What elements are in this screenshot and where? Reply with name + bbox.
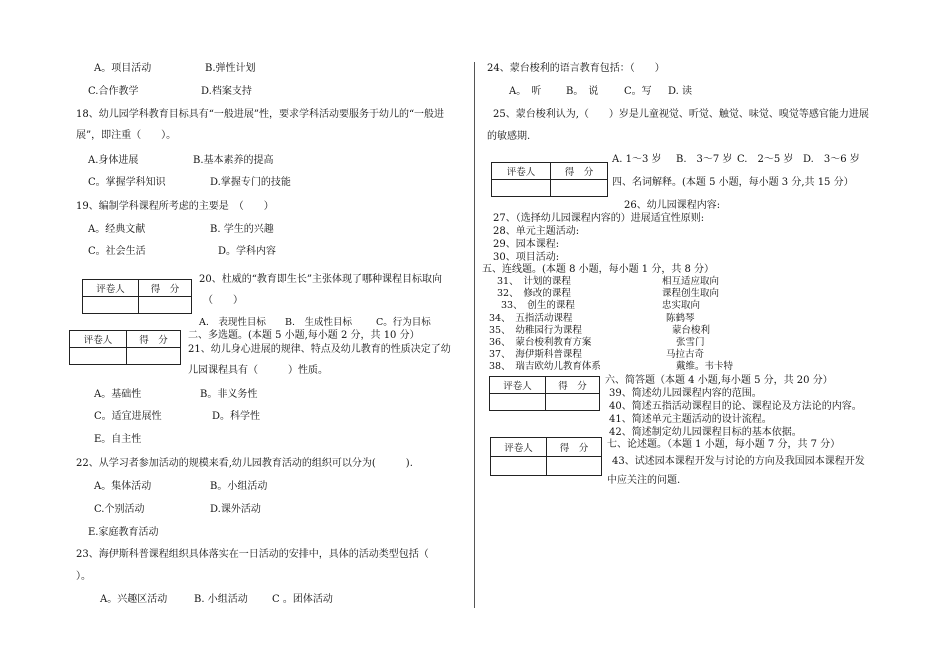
score-box [489,376,600,411]
q24-option-c: C。写 [624,86,652,97]
q39-text: 39、简述幼儿园课程内容的范围。 [609,388,762,399]
q26-text: 26、幼儿园课程内容: [624,200,721,211]
q18-option-c: C。掌握学科知识 [88,177,166,188]
column-divider [474,62,475,608]
q18-option-a: A.身体进展 [88,155,139,166]
q23-option-b: B. 小组活动 [194,594,248,605]
q18-text-2: 展”，即注重（ ）。 [76,130,177,141]
section-5-title: 五、连线题。(本题 8 小题，每小题 1 分，共 8 分） [482,264,715,275]
q24-option-a: A。 听 [509,86,542,97]
q21-option-e: E。自主性 [94,434,142,445]
grader-label: 评卷人 [492,163,551,180]
score-label: 得 分 [551,163,608,180]
match-right-37: 马拉古奇 [666,349,705,360]
q18-option-d: D.掌握专门的技能 [210,177,291,188]
q25-text-2: 的敏感期. [487,131,531,142]
score-box [69,330,181,365]
score-box [491,162,608,197]
match-left-37: 37、 海伊斯科普课程 [489,349,582,360]
q27-text: 27、（选择幼儿园课程内容的）进展适宜性原则: [493,213,705,224]
grader-label: 评卷人 [83,280,139,297]
q40-text: 40、简述五指活动课程目的论、课程论及方法论的内容。 [609,401,862,412]
grader-label: 评卷人 [70,331,127,348]
q19-option-b: B. 学生的兴趣 [210,224,274,235]
match-right-33: 忠实取向 [662,300,701,311]
q22-option-d: D.课外活动 [210,504,261,515]
section-4-title: 四、名词解释。(本题 5 小题，每小题 3 分,共 15 分） [612,177,854,188]
match-left-36: 36、 蒙台梭利教育方案 [489,337,592,348]
q17-option-b: B.弹性计划 [205,63,256,74]
q25-option-c: C. 2～5 岁 [737,154,794,165]
q19-option-d: D。学科内容 [218,246,277,257]
score-box [82,279,192,314]
q24-option-d: D. 读 [668,86,693,97]
score-cell[interactable] [551,180,608,197]
q19-text: 19、编制学科课程所考虑的主要是 （ ） [76,201,274,212]
q21-text-2: 儿园课程具有（ ）性质。 [188,365,328,376]
grader-cell[interactable] [491,457,547,476]
q20-text-1: 20、杜威的“教育即生长”主张体现了哪种课程目标取向 [199,274,442,285]
q20-option-c: C。行为目标 [376,317,431,328]
q41-text: 41、简述单元主题活动的设计流程。 [609,414,772,425]
match-right-32: 课程创生取向 [662,288,720,299]
grader-label: 评卷人 [490,377,546,394]
q17-option-c: C.合作教学 [88,86,139,97]
q42-text: 42、简述制定幼儿园课程目标的基本依据。 [609,427,802,438]
q17-option-d: D.档案支持 [201,86,252,97]
grader-cell[interactable] [83,297,139,314]
grader-cell[interactable] [70,348,127,365]
q17-option-a: A。项目活动 [94,63,152,74]
score-cell[interactable] [139,297,192,314]
score-cell[interactable] [546,394,600,411]
match-right-35: 蒙台梭利 [672,325,711,336]
q22-option-b: B。小组活动 [210,481,268,492]
q25-text-1: 25、蒙台梭利认为,（ ）岁是儿童视觉、听觉、触觉、味觉、嗅觉等感官能力进展 [493,109,869,120]
q23-text-1: 23、海伊斯科普课程组织具体落实在一日活动的安排中，具体的活动类型包括（ [76,549,429,560]
score-label: 得 分 [547,438,602,457]
grader-cell[interactable] [490,394,546,411]
q25-option-d: D. 3～6 岁 [803,154,860,165]
grader-label: 评卷人 [491,438,547,457]
score-box [490,437,602,476]
q30-text: 30、项目活动: [493,252,560,263]
q22-option-a: A。集体活动 [94,481,152,492]
match-right-36: 张雪门 [676,337,705,348]
q23-text-2: ）。 [76,571,91,582]
match-left-33: 33、 创生的课程 [501,300,575,311]
q22-text: 22、从学习者参加活动的规模来看,幼儿园教育活动的组织可以分为( ). [76,458,413,469]
match-right-31: 相互适应取向 [662,276,720,287]
q18-option-b: B.基本素养的提高 [193,155,274,166]
q25-option-a: A. 1～3 岁 [612,154,662,165]
q23-option-c: C 。团体活动 [272,594,333,605]
q21-option-c: C。适宜进展性 [94,411,162,422]
q21-option-d: D。科学性 [212,411,261,422]
score-cell[interactable] [127,348,181,365]
q20-text-2: （ ） [203,295,243,306]
q24-option-b: B。 说 [566,86,599,97]
q20-option-a: A. 表现性目标 [199,317,266,328]
match-right-34: 陈鹤琴 [666,313,695,324]
q19-option-c: C。社会生活 [88,246,146,257]
match-right-38: 戴维。韦卡特 [676,361,734,372]
q21-option-b: B。非义务性 [200,389,258,400]
q22-option-e: E.家庭教育活动 [88,527,159,538]
q28-text: 28、单元主题活动: [493,226,580,237]
score-label: 得 分 [139,280,192,297]
section-7-title: 七、论述题。（本题 1 小题，每小题 7 分，共 7 分） [607,439,841,450]
q20-option-b: B. 生成性目标 [285,317,353,328]
q43-text-2: 中应关注的问题. [607,475,681,486]
match-left-31: 31、 计划的课程 [497,276,571,287]
match-left-38: 38、 瑞吉欧幼儿教育体系 [489,361,601,372]
score-label: 得 分 [546,377,600,394]
section-6-title: 六、简答题（本题 4 小题,每小题 5 分，共 20 分） [605,375,833,386]
q23-option-a: A。兴趣区活动 [100,594,168,605]
match-left-34: 34、 五指活动课程 [489,313,573,324]
score-label: 得 分 [127,331,181,348]
q24-text: 24、蒙台梭利的语言教育包括：（ ） [487,63,665,74]
grader-cell[interactable] [492,180,551,197]
q22-option-c: C.个别活动 [94,504,145,515]
q18-text-1: 18、幼儿园学科教育目标具有“一般进展”性，要求学科活动要服务于幼儿的“一般进 [76,109,445,120]
q21-option-a: A。基础性 [94,389,142,400]
q25-option-b: B. 3～7 岁 [676,154,733,165]
q43-text-1: 43、试述园本课程开发与讨论的方向及我国园本课程开发 [612,456,865,467]
q21-text-1: 21、幼儿身心进展的规律、特点及幼儿教育的性质决定了幼 [188,344,451,355]
match-left-32: 32、 修改的课程 [497,288,571,299]
section-2-title: 二、多选题。(本题 5 小题,每小题 2 分，共 10 分） [188,330,420,341]
score-cell[interactable] [547,457,602,476]
q29-text: 29、园本课程: [493,239,560,250]
q19-option-a: A。经典文献 [88,224,146,235]
match-left-35: 35、 幼稚园行为课程 [489,325,582,336]
